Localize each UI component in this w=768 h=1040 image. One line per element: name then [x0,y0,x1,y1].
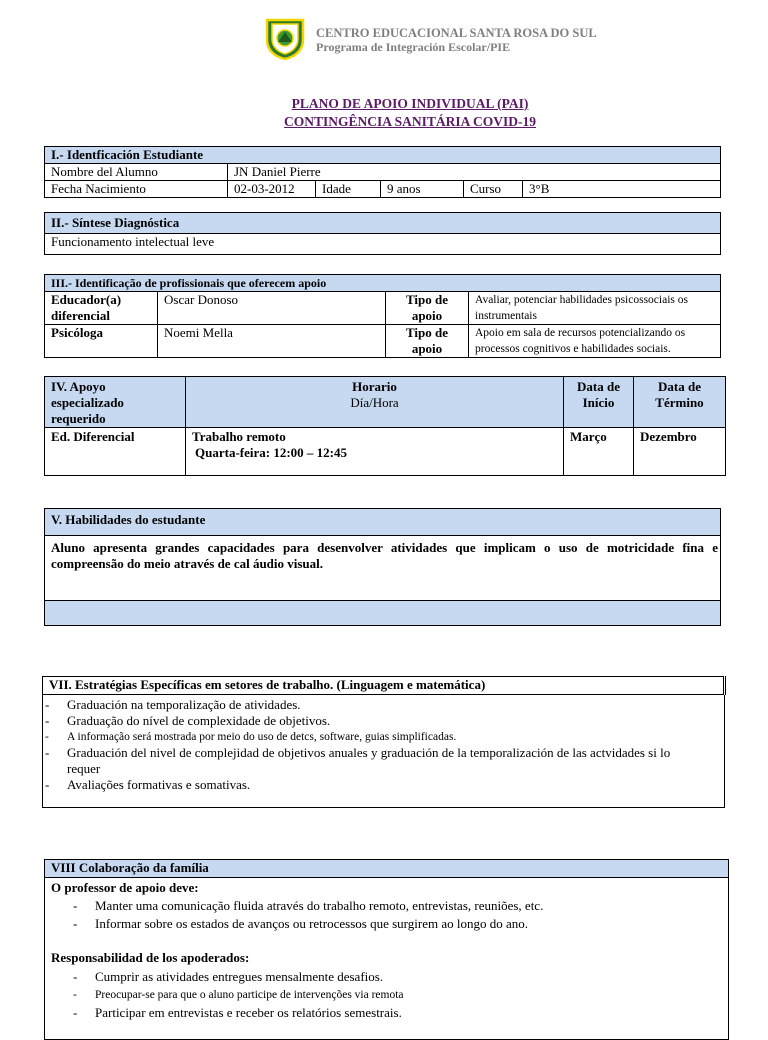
skills-text: Aluno apresenta grandes capacidades para desenvolver atividades que implicam o uso de motricidade fina e compreensão do meio através de cal áudio visual. [45,536,721,601]
teacher-duties-list [51,897,722,933]
family-content [45,878,729,1040]
strategies-list [43,697,724,793]
professionals-table [44,274,721,358]
schedule-column-header [186,377,564,428]
strategies-table [42,676,726,808]
school-name: CENTRO EDUCACIONAL SANTA ROSA DO SUL [316,26,597,40]
age-label: Idade [316,181,381,198]
list-item: - Graduación na temporalização de atividades. [43,697,724,713]
list-item: - Participar em entrevistas e receber os relatórios semestrais. [51,1004,722,1022]
program-name: Programa de Integración Escolar/PIE [316,40,511,54]
list-item: - Avaliações formativas e somativas. [43,777,724,793]
student-name-value: JN Daniel Pierre [228,164,721,181]
list-item: - Graduação do nível de complexidade de objetivos. [43,713,724,729]
strategies-content [43,695,725,808]
support-type-value: Avaliar, potenciar habilidades psicossociais os instrumentais [469,292,721,325]
list-item: - Informar sobre os estados de avanços ou retrocessos que surgirem ao longo do ano. [51,915,722,933]
end-column-header: Data de Término [634,377,726,428]
list-item: - Manter uma comunicação fluida através do trabalho remoto, entrevistas, reuniões, etc. [51,897,722,915]
professional-name: Noemi Mella [158,325,386,358]
section-heading: III.- Identificação de profissionais que oferecem apoio [45,275,721,292]
role-label: Educador(a) diferencial [45,292,158,325]
family-collaboration-table [44,859,729,1040]
student-skills-table [44,508,721,626]
list-item: - A informação será mostrada por meio do uso de detcs, software, guias simplificadas. [43,729,724,745]
teacher-heading: O professor de apoio deve: [51,880,199,895]
end-value: Dezembro [634,428,726,476]
start-column-header: Data de Início [564,377,634,428]
list-item: - Preocupar-se para que o aluno participe de intervenções via remota [51,986,722,1004]
student-identification-table [44,146,721,198]
guardians-heading: Responsabilidad de los apoderados: [51,950,250,965]
specialized-support-table [44,376,726,476]
support-column-header: IV. Apoyo especializado requerido [45,377,186,428]
diagnosis-table [44,212,721,255]
student-name-label: Nombre del Alumno [45,164,228,181]
role-label: Psicóloga [45,325,158,358]
list-item: - Cumprir as atividades entregues mensalmente desafios. [51,968,722,986]
section-heading: I.- Identficación Estudiante [45,147,721,164]
schedule-line1: Trabalho remoto [192,429,286,444]
school-crest-icon [264,18,306,60]
age-value: 9 anos [381,181,464,198]
document-subtitle: CONTINGÊNCIA SANITÁRIA COVID-19 [283,114,537,129]
school-logo [264,18,306,60]
diagnosis-text: Funcionamento intelectual leve [45,234,721,255]
section-heading: V. Habilidades do estudante [45,509,721,536]
professional-name: Oscar Donoso [158,292,386,325]
empty-row [45,601,721,626]
list-item: - Graduación del nivel de complejidad de objetivos anuales y graduación de la temporalización de las actvidades si lo requer [43,745,724,777]
section-heading: VIII Colaboração da família [45,860,729,878]
guardian-duties-list [51,968,722,1022]
course-label: Curso [464,181,523,198]
birth-date-label: Fecha Nacimiento [45,181,228,198]
course-value: 3°B [523,181,721,198]
support-value: Ed. Diferencial [45,428,186,476]
schedule-line2: Quarta-feira: 12:00 – 12:45 [195,445,347,460]
support-type-label: Tipo de apoio [386,325,469,358]
section-heading: VII. Estratégias Específicas em setores de trabalho. (Linguagem e matemática) [43,677,725,695]
start-value: Março [564,428,634,476]
schedule-header-line1: Horario [352,379,397,394]
schedule-header-line2: Día/Hora [350,395,399,410]
document-title: PLANO DE APOIO INDIVIDUAL (PAI) [291,96,529,111]
schedule-value [186,428,564,476]
birth-date-value: 02-03-2012 [228,181,316,198]
support-type-label: Tipo de apoio [386,292,469,325]
support-type-value: Apoio em sala de recursos potencializando os processos cognitivos e habilidades sociais. [469,325,721,358]
section-heading: II.- Síntese Diagnóstica [45,213,721,234]
